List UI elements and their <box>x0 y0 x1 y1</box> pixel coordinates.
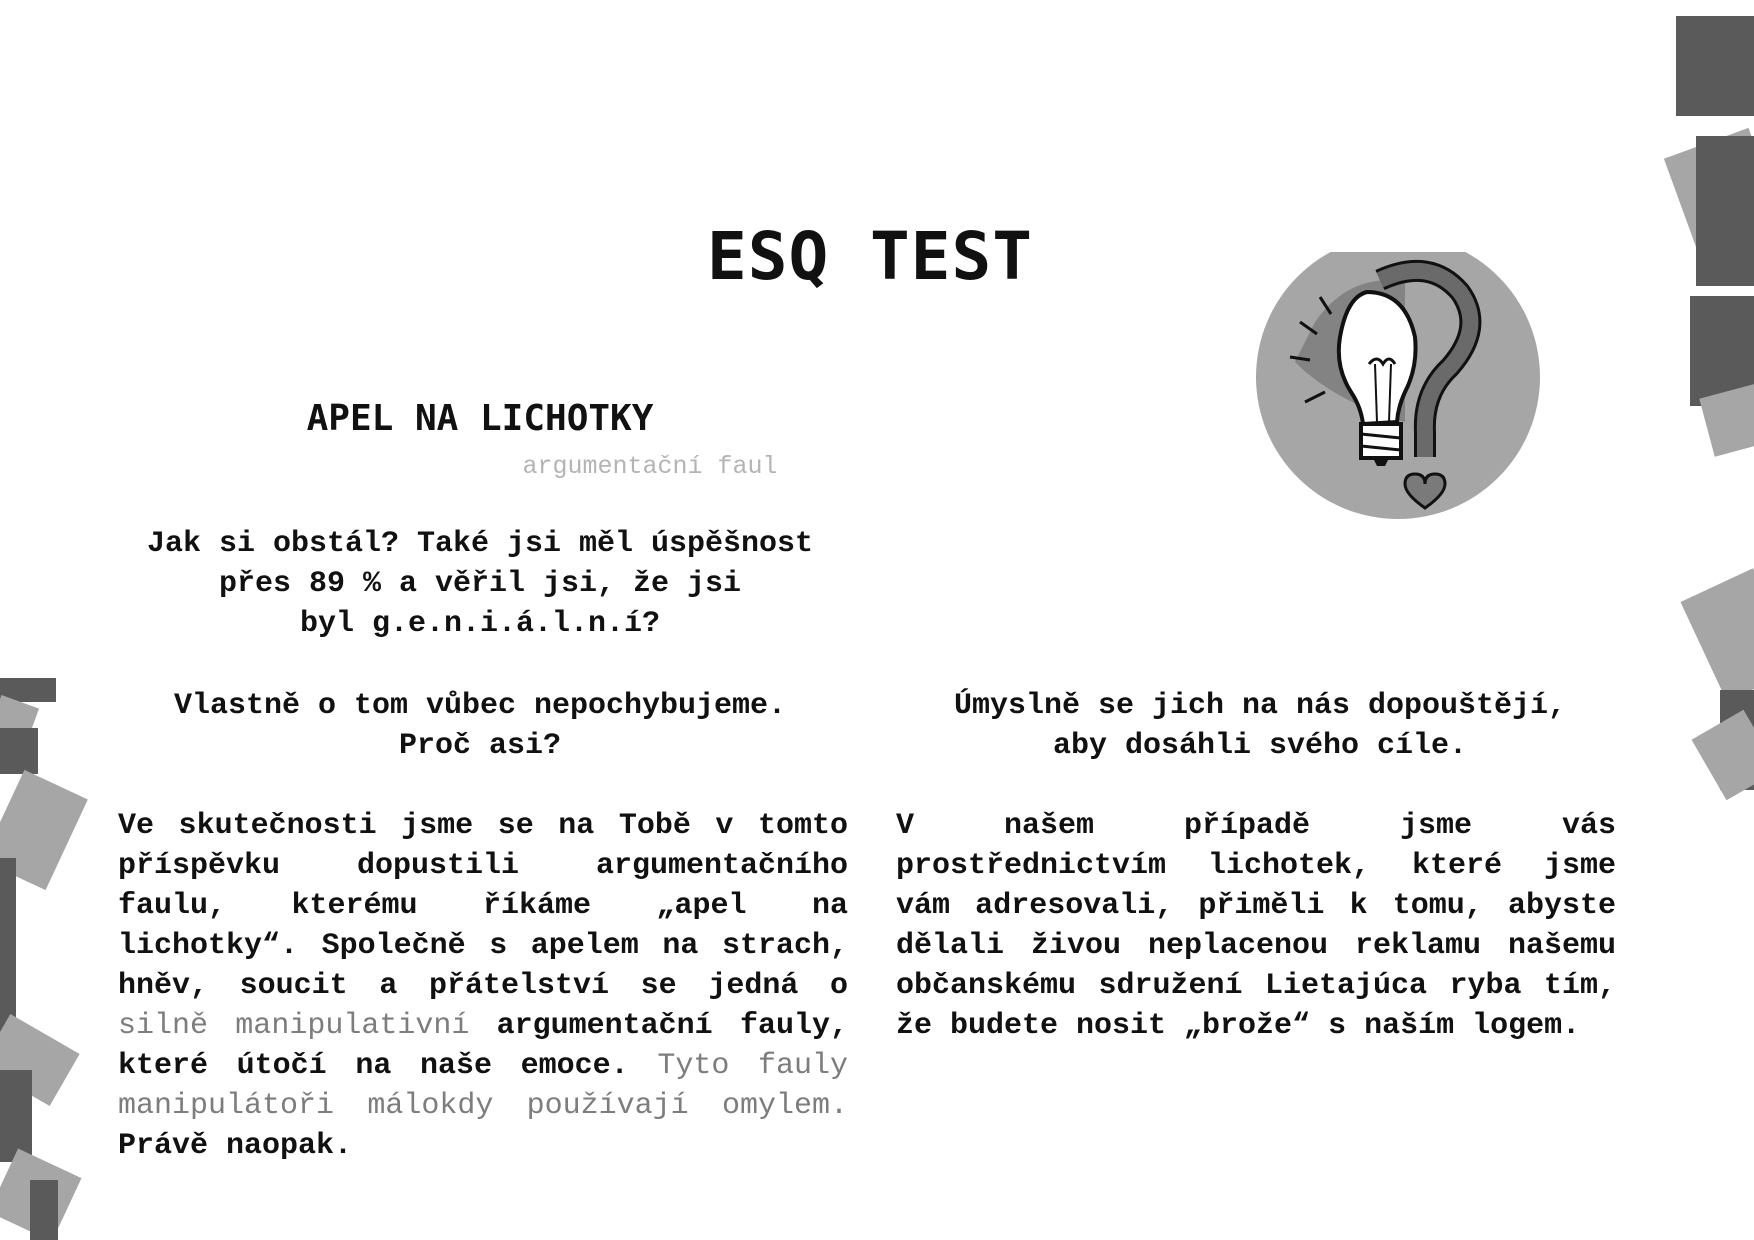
highlight-text: silně manipulativní <box>118 1009 470 1043</box>
section-tag: argumentační faul <box>522 452 778 481</box>
question-line: přes 89 % a věřil jsi, že jsi <box>218 567 742 601</box>
question-block <box>120 524 840 644</box>
question-line: Jak si obstál? Také jsi měl úspěšnost <box>146 527 814 561</box>
purpose-line: Úmyslně se jich na nás dopouštějí, <box>953 689 1567 723</box>
paragraph-left <box>118 806 848 1166</box>
section-heading: APEL NA LICHOTKY <box>306 398 654 439</box>
paragraph-right: V našem případě jsme vás prostřednictvím lichotek, které jsme vám adresovali, přiměli k tomu, abyste dělali živou neplacenou reklamu našemu občanskému sdružení Lietajúca ryba tím, že budete nosit „brože“ s naším logem. <box>896 809 1616 1043</box>
purpose-line: aby dosáhli svého cíle. <box>1052 729 1468 763</box>
page-title: ESQ TEST <box>707 218 1033 295</box>
highlight-text: Tyto fauly manipulátoři málokdy používají omylem. <box>118 1049 848 1123</box>
doubt-block <box>120 686 840 766</box>
paragraph-text: Ve skutečnosti jsme se na Tobě v tomto příspěvku dopustili argumentačního faulu, kterému říkáme „apel na lichotky“. Společně s apelem na strach, hněv, soucit a přátelství se jedná o <box>118 809 848 1003</box>
paragraph-text: Právě naopak. <box>118 1129 353 1163</box>
doubt-line: Vlastně o tom vůbec nepochybujeme. <box>173 689 787 723</box>
purpose-block <box>880 686 1640 766</box>
paragraph-text: argumentační fauly, které útočí na naše emoce. <box>118 1009 849 1083</box>
doubt-line: Proč asi? <box>398 729 562 763</box>
question-line: byl g.e.n.i.á.l.n.í? <box>299 607 661 641</box>
